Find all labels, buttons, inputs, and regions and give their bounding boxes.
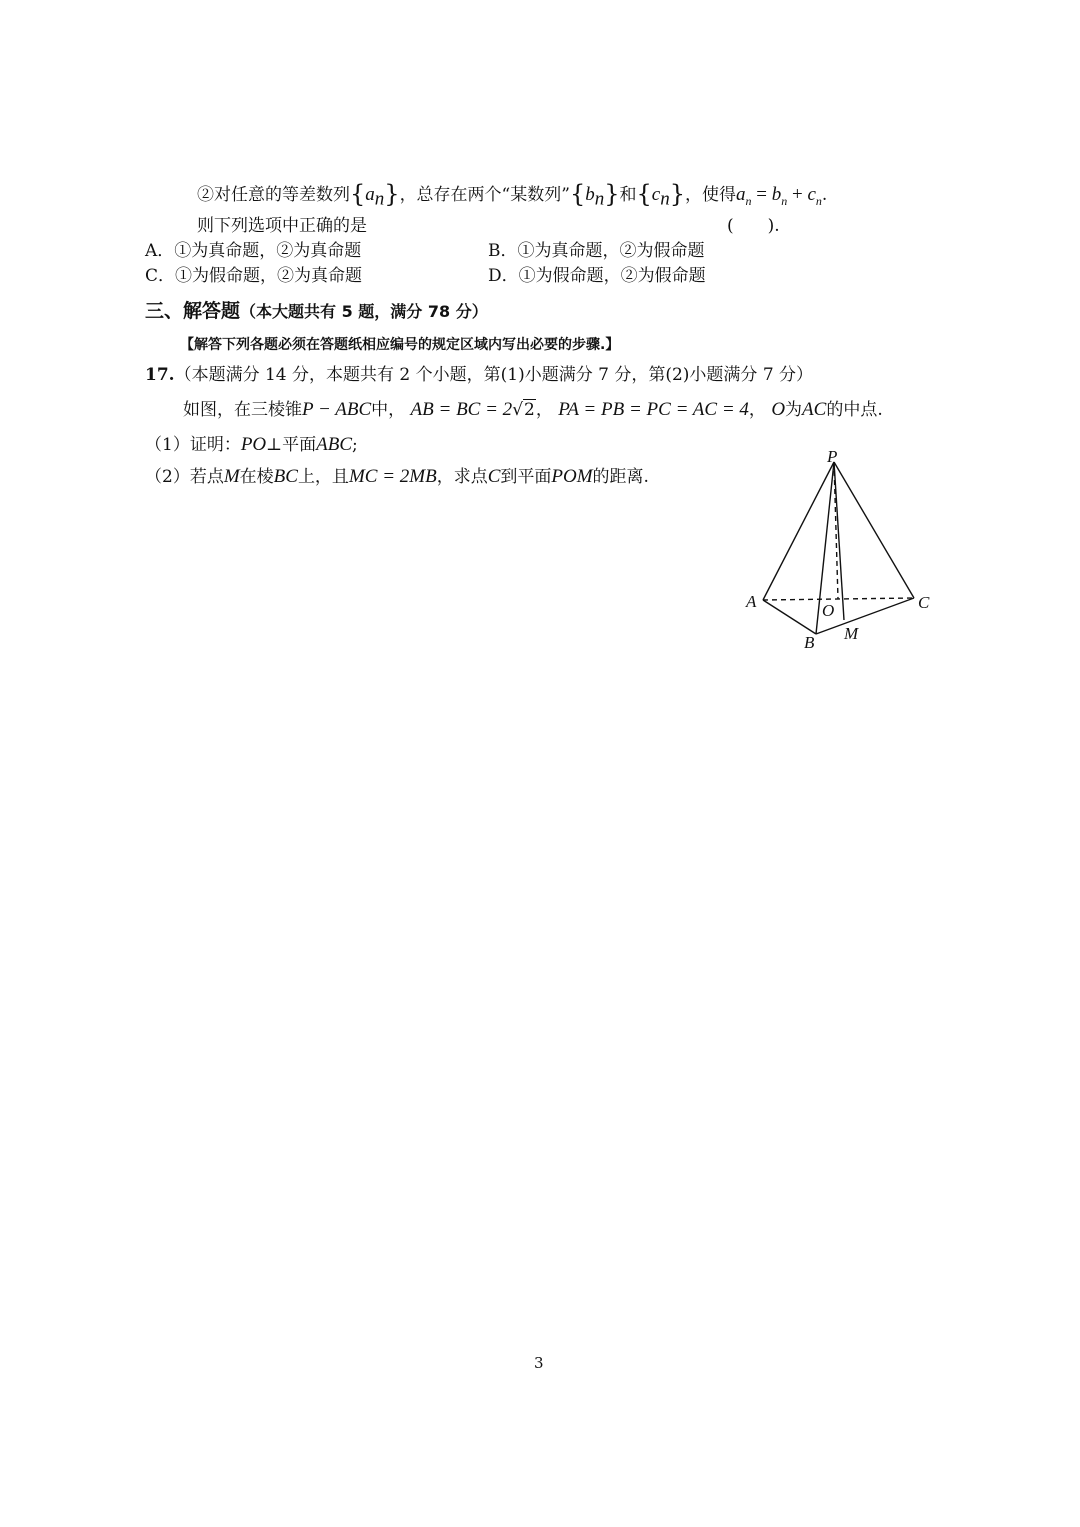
- seq-a: a: [365, 184, 375, 205]
- edge-pc: [834, 462, 914, 598]
- problem-17-header: [145, 364, 813, 386]
- section-instruction: 【解答下列各题必须在答题纸相应编号的规定区域内写出必要的步骤.】: [180, 337, 620, 353]
- pyramid-figure: [738, 448, 938, 654]
- option-d: D．①为假命题，②为假命题: [488, 266, 706, 286]
- question-text: 则下列选项中正确的是: [197, 216, 367, 236]
- label-a: A: [746, 592, 757, 611]
- problem-17-part-2: （2）若点M在棱BC上，且MC = 2MB，求点C到平面POM的距离.: [145, 466, 649, 487]
- page-number: 3: [534, 1354, 544, 1372]
- problem-number: 17.: [145, 365, 175, 385]
- problem-17-part-1: （1）证明：PO⊥平面ABC;: [145, 434, 358, 455]
- section-heading: 三、解答题（本大题共有 5 题，满分 78 分）: [145, 300, 488, 322]
- edge-pa: [763, 462, 834, 600]
- label-b: B: [804, 633, 815, 652]
- option-c: C．①为假命题，②为真命题: [145, 266, 363, 286]
- edge-pm: [834, 462, 844, 620]
- option-a: A．①为真命题，②为真命题: [145, 241, 362, 261]
- label-c: C: [918, 593, 930, 612]
- option-b: B．①为真命题，②为假命题: [488, 241, 705, 261]
- seq-b: b: [585, 184, 595, 205]
- problem-17-stem: 如图，在三棱锥P − ABC中， AB = BC = 2√2， PA = PB = PC = AC = 4， O为AC的中点.: [183, 399, 883, 420]
- answer-paren: ( ).: [727, 216, 780, 236]
- label-p: P: [827, 448, 838, 466]
- statement-2: ②对任意的等差数列$\{a_n\}$，总存在两个“某数列$”\{b_n\}$和$\{c_n\}$，使得$a_n = b_n + c_n$.: [197, 180, 828, 210]
- label-o: O: [822, 601, 835, 620]
- seq-c: c: [651, 184, 661, 205]
- equation: $a_n = b_n + c_n$: [736, 184, 822, 208]
- label-m: M: [844, 624, 859, 643]
- edge-ab: [763, 600, 816, 634]
- problem-meta: （本题满分 14 分，本题共有 2 个小题，第(1)小题满分 7 分，第(2)小题满分 7 分）: [174, 365, 814, 385]
